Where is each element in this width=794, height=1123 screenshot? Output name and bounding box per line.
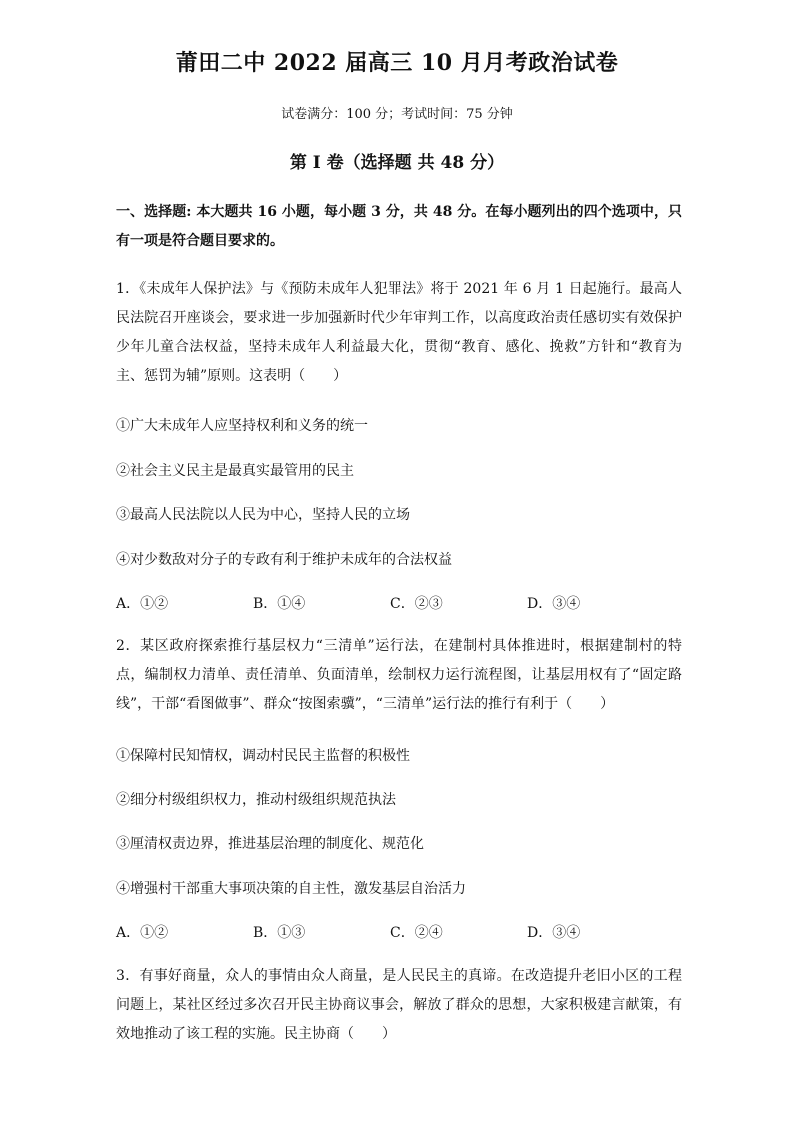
question-1-option-1: ①广大未成年人应坚持权利和义务的统一 [116,418,368,434]
question-1-choice-b: B．①④ [253,596,306,612]
question-3-stem: 3．有事好商量，众人的事情由众人商量，是人民民主的真谛。在改造提升老旧小区的工程问题上，某社区经过多次召开民主协商议事会，解放了群众的思想，大家积极建言献策，有效地推动了该工程的实施。民主协商（ ） [116,968,682,1042]
question-2-option-1: ①保障村民知情权，调动村民民主监督的积极性 [116,748,410,764]
question-2-choice-d: D．③④ [527,925,581,941]
question-1-option-4: ④对少数敌对分子的专政有利于维护未成年的合法权益 [116,552,452,568]
question-2-choice-c: C．②④ [390,925,443,941]
exam-title: 莆田二中 2022 届高三 10 月月考政治试卷 [175,50,619,76]
question-2-choice-a: A．①② [116,925,169,941]
question-2-choices [116,923,682,943]
question-1-option-2: ②社会主义民主是最真实最管用的民主 [116,463,354,479]
question-2-option-2: ②细分村级组织权力，推动村级组织规范执法 [116,792,396,808]
question-1-choice-c: C．②③ [390,596,443,612]
instructions: 一、选择题: 本大题共 16 小题，每小题 3 分，共 48 分。在每小题列出的四个选项中，只有一项是符合题目要求的。 [116,204,682,249]
question-1-choices [116,594,682,614]
question-2-option-4: ④增强村干部重大事项决策的自主性，激发基层自治活力 [116,881,466,897]
question-1-stem: 1．《未成年人保护法》与《预防未成年人犯罪法》将于 2021 年 6 月 1 日起施行。最高人民法院召开座谈会，要求进一步加强新时代少年审判工作，以高度政治责任感切实有效保护少年儿童合法权益，坚持未成年人利益最大化，贯彻“教育、感化、挽救”方针和“教育为主、惩罚为辅”原则。这表明（ ） [116,281,682,384]
question-1-option-3: ③最高人民法院以人民为中心，坚持人民的立场 [116,507,410,523]
question-1-choice-d: D．③④ [527,596,581,612]
exam-info: 试卷满分：100 分；考试时间：75 分钟 [281,107,513,122]
section-heading: 第 I 卷（选择题 共 48 分） [289,153,505,173]
question-1-choice-a: A．①② [116,596,169,612]
question-2-choice-b: B．①③ [253,925,306,941]
question-2-option-3: ③厘清权责边界，推进基层治理的制度化、规范化 [116,836,424,852]
question-2-stem: 2．某区政府探索推行基层权力“三清单”运行法，在建制村具体推进时，根据建制村的特点，编制权力清单、责任清单、负面清单，绘制权力运行流程图，让基层用权有了“固定路线”，干部“看图做事”、群众“按图索骥”，“三清单”运行法的推行有利于（ ） [116,638,682,712]
